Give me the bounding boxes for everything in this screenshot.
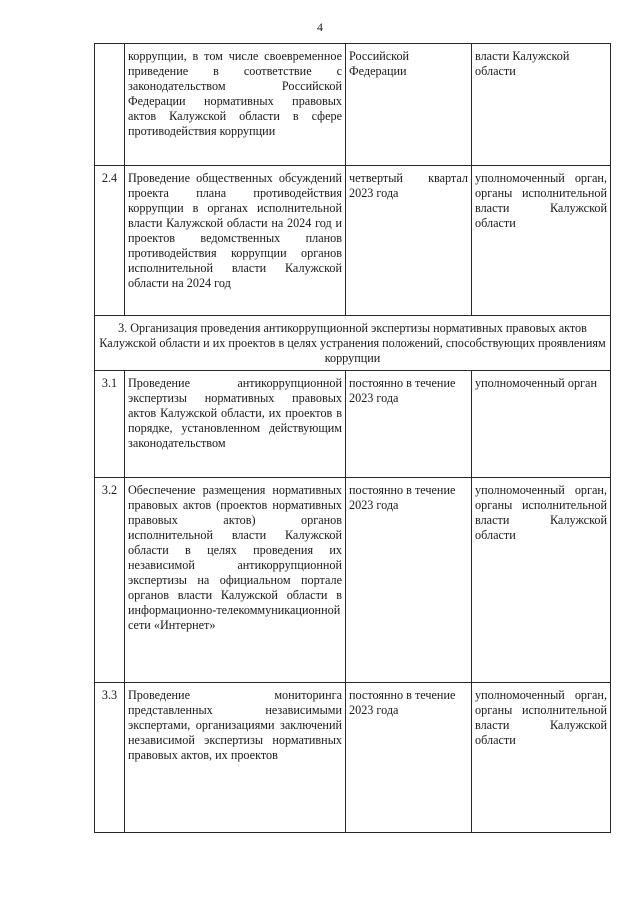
measure-text: Обеспечение размещения нормативных правовых актов (проектов нормативных правовых актов) органов исполнительной власти Калужской области в целях проведения их независимой антикоррупционной экспертизы на официальном портале органов власти Калужской области в информационно-телекоммуникационной сети «Интернет»: [125, 478, 346, 683]
responsible-text: уполномоченный орган, органы исполнительной власти Калужской области: [472, 478, 611, 683]
table-row: [95, 44, 611, 166]
table-row: [95, 166, 611, 316]
deadline-text: четвертый квартал 2023 года: [346, 166, 472, 316]
deadline-text: постоянно в течение 2023 года: [346, 371, 472, 478]
responsible-text: власти Калужской области: [472, 44, 611, 166]
measure-text: Проведение общественных обсуждений проекта плана противодействия коррупции в органах исполнительной власти Калужской области на 2024 год и проектов ведомственных планов противодействия коррупции органов исполнительной власти Калужской области на 2024 год: [125, 166, 346, 316]
section-title: 3. Организация проведения антикоррупционной экспертизы нормативных правовых актов Калужской области и их проектов в целях устранения положений, способствующих проявлениям коррупции: [95, 316, 611, 371]
responsible-text: уполномоченный орган, органы исполнительной власти Калужской области: [472, 683, 611, 833]
deadline-text: постоянно в течение 2023 года: [346, 478, 472, 683]
action-plan-table: [94, 43, 611, 833]
deadline-text: Российской Федерации: [346, 44, 472, 166]
table-row: [95, 478, 611, 683]
item-number: 3.1: [95, 371, 125, 478]
table-row: [95, 371, 611, 478]
measure-text: коррупции, в том числе своевременное приведение в соответствие с законодательством Российской Федерации нормативных правовых актов Калужской области в сфере противодействия коррупции: [125, 44, 346, 166]
item-number: [95, 44, 125, 166]
item-number: 3.3: [95, 683, 125, 833]
measure-text: Проведение антикоррупционной экспертизы нормативных правовых актов Калужской области, их проектов в порядке, установленном действующим законодательством: [125, 371, 346, 478]
responsible-text: уполномоченный орган, органы исполнительной власти Калужской области: [472, 166, 611, 316]
section-header-row: [95, 316, 611, 371]
item-number: 3.2: [95, 478, 125, 683]
responsible-text: уполномоченный орган: [472, 371, 611, 478]
item-number: 2.4: [95, 166, 125, 316]
deadline-text: постоянно в течение 2023 года: [346, 683, 472, 833]
table-row: [95, 683, 611, 833]
page-number: 4: [317, 20, 323, 34]
measure-text: Проведение мониторинга представленных независимыми экспертами, организациями заключений независимой экспертизы нормативных правовых актов, их проектов: [125, 683, 346, 833]
